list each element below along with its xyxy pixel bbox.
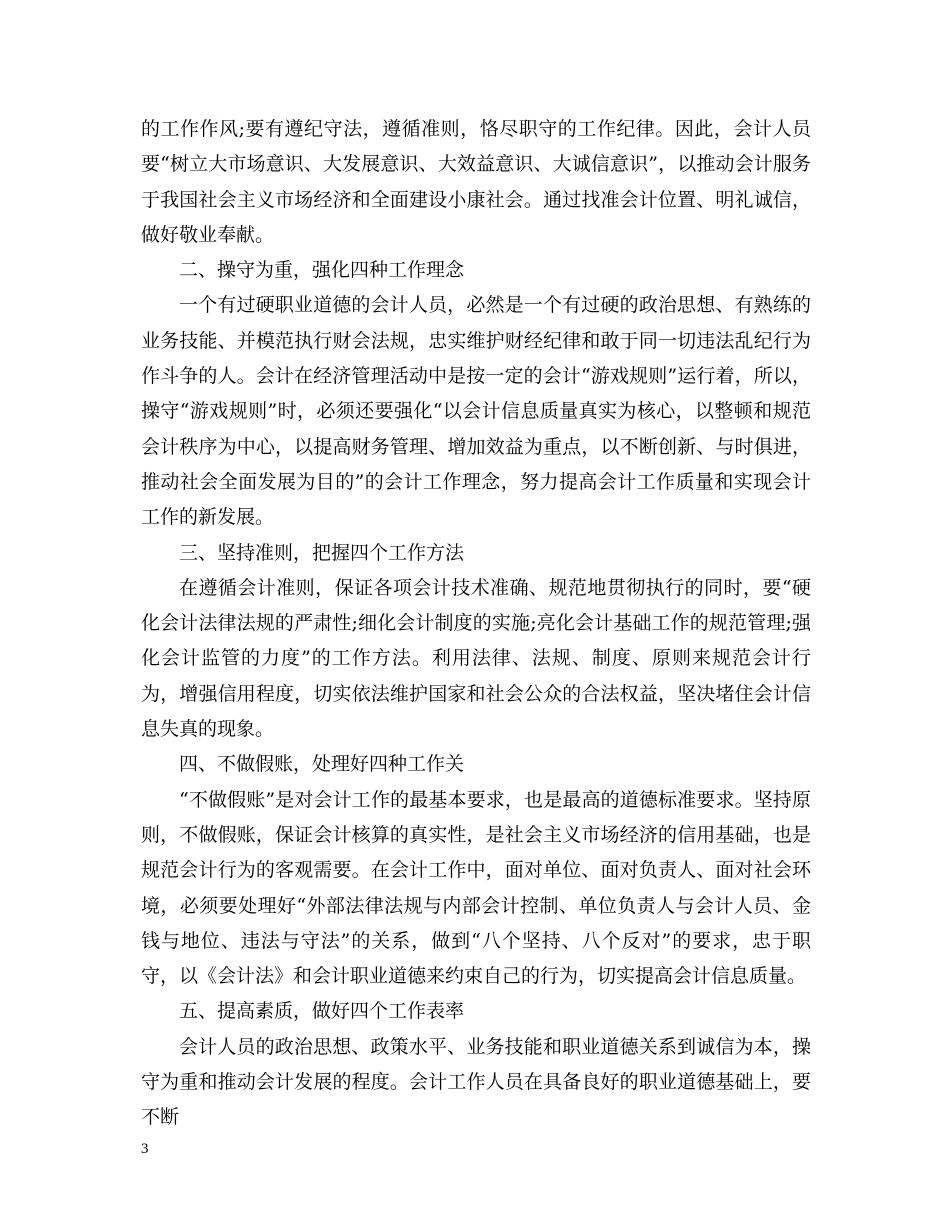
body-paragraph-5: 会计人员的政治思想、政策水平、业务技能和职业道德关系到诚信为本，操守为重和推动会计发展的程度。会计工作人员在具备良好的职业道德基础上，要不断 <box>141 1035 811 1129</box>
body-paragraph-1: 的工作作风;要有遵纪守法，遵循准则，恪尽职守的工作纪律。因此，会计人员要“树立大市场意识、大发展意识、大效益意识、大诚信意识”，以推动会计服务于我国社会主义市场经济和全面建设小康社会。通过找准会计位置、明礼诚信，做好敬业奉献。 <box>141 118 811 246</box>
section-heading-5: 五、提高素质，做好四个工作表率 <box>179 1000 465 1023</box>
document-body <box>141 112 811 1136</box>
page-number: 3 <box>141 1141 149 1157</box>
body-paragraph-3: 在遵循会计准则，保证各项会计技术准确、规范地贯彻执行的同时，要“硬化会计法律法规的严肃性;细化会计制度的实施;亮化会计基础工作的规范管理;强化会计监管的力度”的工作方法。利用法律、法规、制度、原则来规范会计行为，增强信用程度，切实依法维护国家和社会公众的合法权益，坚决堵住会计信息失真的现象。 <box>141 576 811 741</box>
body-paragraph-2: 一个有过硬职业道德的会计人员，必然是一个有过硬的政治思想、有熟练的业务技能、并模范执行财会法规，忠实维护财经纪律和敢于同一切违法乱纪行为作斗争的人。会计在经济管理活动中是按一定的会计“游戏规则”运行着，所以，操守“游戏规则”时，必须还要强化“以会计信息质量真实为核心，以整顿和规范会计秩序为中心，以提高财务管理、增加效益为重点，以不断创新、与时俱进，推动社会全面发展为目的”的会计工作理念，努力提高会计工作质量和实现会计工作的新发展。 <box>141 294 811 529</box>
section-heading-2: 二、操守为重，强化四种工作理念 <box>179 259 465 282</box>
section-heading-4: 四、不做假账，处理好四种工作关 <box>179 753 465 776</box>
section-heading-3: 三、坚持准则，把握四个工作方法 <box>179 541 465 564</box>
body-paragraph-4: “不做假账”是对会计工作的最基本要求，也是最高的道德标准要求。坚持原则，不做假账，保证会计核算的真实性，是社会主义市场经济的信用基础，也是规范会计行为的客观需要。在会计工作中，面对单位、面对负责人、面对社会环境，必须要处理好“外部法律法规与内部会计控制、单位负责人与会计人员、金钱与地位、违法与守法”的关系，做到“八个坚持、八个反对”的要求，忠于职守，以《会计法》和会计职业道德来约束自己的行为，切实提高会计信息质量。 <box>141 788 811 988</box>
